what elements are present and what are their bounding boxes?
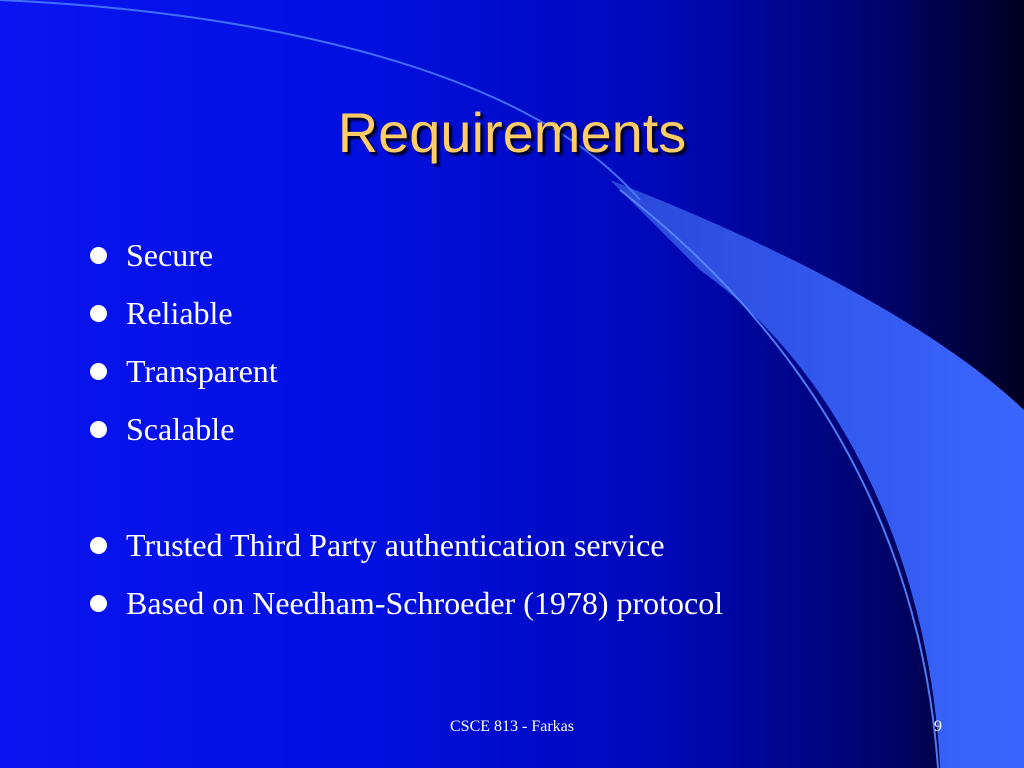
bullet-item	[88, 516, 948, 574]
bullet-icon	[90, 421, 107, 438]
bullet-list	[88, 226, 948, 632]
bullet-text: Trusted Third Party authentication service	[126, 527, 665, 563]
bullet-icon	[90, 595, 107, 612]
bullet-icon	[90, 247, 107, 264]
bullet-item	[88, 226, 948, 284]
bullet-text: Secure	[126, 237, 214, 273]
bullet-text: Based on Needham-Schroeder (1978) protocol	[126, 585, 724, 621]
page-number: 9	[934, 718, 942, 735]
bullet-icon	[90, 305, 107, 322]
bullet-item	[88, 400, 948, 458]
bullet-icon	[90, 537, 107, 554]
bullet-text: Reliable	[126, 295, 233, 331]
slide-footer: CSCE 813 - Farkas	[450, 718, 574, 735]
bullet-text: Transparent	[126, 353, 278, 389]
bullet-item	[88, 574, 948, 632]
bullet-text: Scalable	[126, 411, 235, 447]
bullet-icon	[90, 363, 107, 380]
bullet-item	[88, 342, 948, 400]
bullet-item	[88, 284, 948, 342]
slide-title: Requirements	[337, 101, 687, 164]
